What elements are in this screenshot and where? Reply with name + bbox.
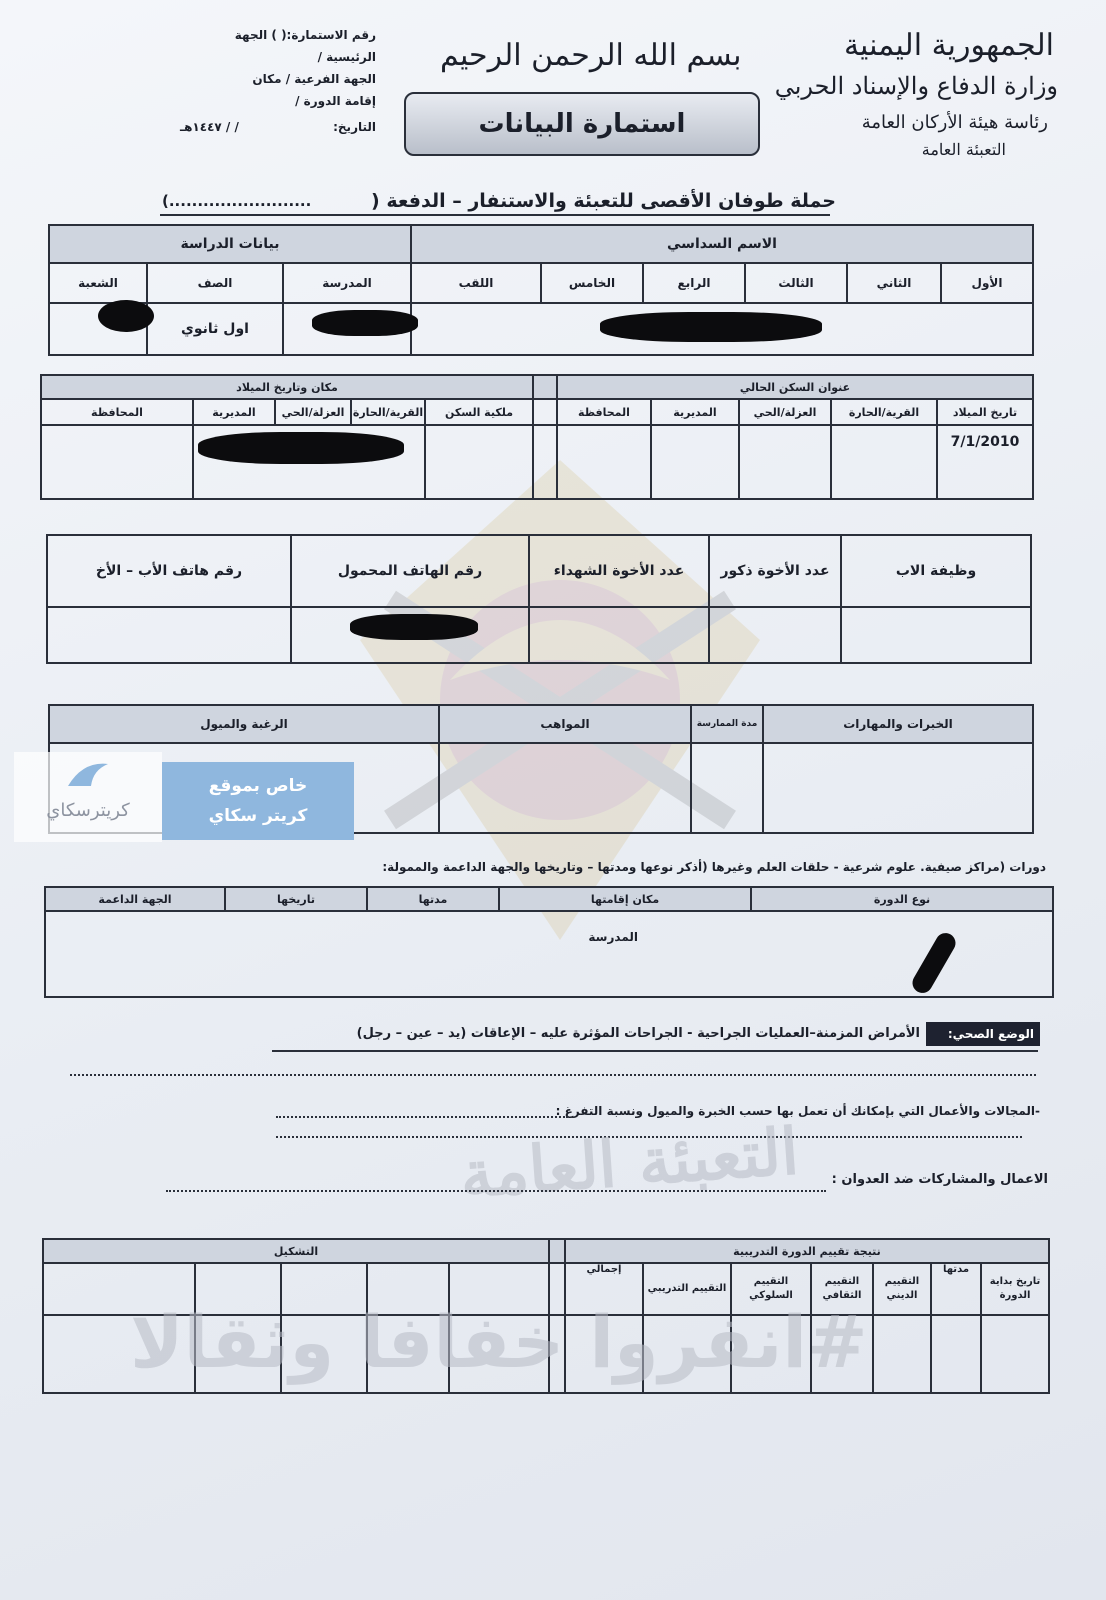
meta-date-label: التاريخ: bbox=[333, 120, 376, 134]
meta-main: الرئيسية / bbox=[317, 50, 376, 64]
course-place-value: المدرسة bbox=[588, 930, 638, 944]
name-group-label: الاسم السداسي bbox=[411, 225, 1033, 263]
redaction-school bbox=[312, 310, 418, 336]
hashtag-watermark: #انفروا خفافا وثقالا bbox=[130, 1300, 868, 1384]
courses-col-sponsor: الجهة الداعمة bbox=[45, 887, 225, 911]
courses-col-date: تاريخها bbox=[225, 887, 367, 911]
name-study-table bbox=[48, 224, 1034, 356]
address-group-label: عنوان السكن الحالي bbox=[557, 375, 1033, 399]
campaign-underline bbox=[160, 214, 830, 216]
meta-date-value: / / ١٤٤٧هـ bbox=[180, 120, 239, 134]
health-label-box bbox=[926, 1022, 1040, 1046]
birth-date-value[interactable]: 7/1/2010 bbox=[937, 425, 1033, 499]
grade-value[interactable]: اول ثانوي bbox=[147, 303, 283, 355]
eval-col-duration: مدتها bbox=[931, 1263, 981, 1315]
works-line: الاعمال والمشاركات ضد العدوان : bbox=[831, 1172, 1048, 1187]
form-title-box bbox=[404, 92, 760, 156]
eval-col-behavior: التقييم السلوكي bbox=[731, 1263, 811, 1315]
formation-label: التشكيل bbox=[43, 1239, 549, 1263]
address-col-governorate: المحافظة bbox=[41, 399, 193, 425]
birth-col-district-area: العزلة/الحي bbox=[739, 399, 831, 425]
form-title: استمارة البيانات bbox=[478, 109, 686, 139]
meta-form-number: رقم الاستمارة:( ) الجهة bbox=[234, 28, 376, 42]
watermark-site bbox=[14, 752, 162, 842]
birth-col-village: القرية/الحارة bbox=[831, 399, 937, 425]
eval-col-start: تاريخ بداية الدورة bbox=[981, 1263, 1049, 1315]
health-text: الأمراض المزمنة–العمليات الجراحية - الجراحات المؤثرة عليه – الإعاقات (يد – عين – رجل) bbox=[356, 1026, 920, 1041]
family-col-martyrs: عدد الأخوة الشهداء bbox=[529, 535, 709, 607]
family-table bbox=[46, 534, 1032, 664]
site-name: كريترسكاي bbox=[46, 800, 130, 821]
meta-branch: الجهة الفرعية / مكان bbox=[252, 72, 376, 86]
skills-col-interests: الرغبة والميول bbox=[49, 705, 439, 743]
skills-col-talents: المواهب bbox=[439, 705, 691, 743]
family-col-father-phone: رقم هاتف الأب – الأخ bbox=[47, 535, 291, 607]
address-birth-table bbox=[40, 374, 1034, 500]
courses-table bbox=[44, 886, 1054, 998]
birth-col-directorate: المديرية bbox=[651, 399, 739, 425]
bird-logo-icon bbox=[63, 756, 113, 796]
courses-col-duration: مدتها bbox=[367, 887, 499, 911]
skills-col-experience: الخبرات والمهارات bbox=[763, 705, 1033, 743]
eval-col-training: التقييم التدريبي bbox=[643, 1263, 731, 1315]
name-col-2: الثاني bbox=[847, 263, 941, 303]
emblem-watermark bbox=[330, 440, 790, 960]
address-col-directorate: المديرية bbox=[193, 399, 275, 425]
family-col-brothers: عدد الأخوة ذكور bbox=[709, 535, 841, 607]
redaction-phone bbox=[350, 614, 478, 640]
study-col-grade: الصف bbox=[147, 263, 283, 303]
eval-col-cultural: التقييم الثقافي bbox=[811, 1263, 873, 1315]
courses-value-cell[interactable] bbox=[45, 911, 1053, 997]
badge-line-1: خاص بموقع bbox=[208, 776, 308, 796]
org-line-2: وزارة الدفاع والإسناد الحربي bbox=[774, 72, 1058, 100]
courses-col-place: مكان إقامتها bbox=[499, 887, 751, 911]
name-col-5: الخامس bbox=[541, 263, 643, 303]
address-col-ownership: ملكية السكن bbox=[425, 399, 533, 425]
birth-col-date: تاريخ الميلاد bbox=[937, 399, 1033, 425]
redaction-address bbox=[198, 432, 404, 464]
org-line-1: الجمهورية اليمنية bbox=[843, 28, 1054, 63]
address-col-district-area: العزلة/الحي bbox=[275, 399, 351, 425]
study-col-section: الشعبة bbox=[49, 263, 147, 303]
name-col-4: الرابع bbox=[643, 263, 745, 303]
stamp-watermark: التعبئة العامة bbox=[457, 1114, 802, 1213]
courses-intro: دورات (مراكز صيفية. علوم شرعية - حلقات العلم وغيرها (أذكر نوعها ومدتها – وتاريخها والجهة الداعمة والممولة: bbox=[382, 860, 1046, 874]
courses-col-type: نوع الدورة bbox=[751, 887, 1053, 911]
campaign-batch: .........................) bbox=[162, 192, 312, 210]
name-col-1: الأول bbox=[941, 263, 1033, 303]
name-col-6: اللقب bbox=[411, 263, 541, 303]
address-col-village: القرية/الحارة bbox=[351, 399, 425, 425]
family-col-mobile: رقم الهاتف المحمول bbox=[291, 535, 529, 607]
badge-line-2: كريتر سكاي bbox=[208, 806, 308, 826]
health-underline bbox=[272, 1050, 1038, 1052]
health-dots[interactable] bbox=[70, 1074, 1036, 1076]
health-label: الوضع الصحي: bbox=[947, 1027, 1034, 1041]
org-line-3: رئاسة هيئة الأركان العامة bbox=[861, 112, 1048, 133]
eval-col-religious: التقييم الديني bbox=[873, 1263, 931, 1315]
evaluation-group-label: نتيجة تقييم الدورة التدريبية bbox=[565, 1239, 1049, 1263]
birth-group-label: مكان وتاريخ الميلاد bbox=[41, 375, 533, 399]
mid-divider bbox=[533, 375, 557, 399]
birth-col-governorate: المحافظة bbox=[557, 399, 651, 425]
fields-line: -المجالات والأعمال التي بإمكانك أن تعمل بها حسب الخبرة والميول ونسبة التفرغ : bbox=[555, 1104, 1040, 1118]
campaign-title: حملة طوفان الأقصى للتعبئة والاستنفار – الدفعة ( bbox=[371, 190, 836, 212]
study-group-label: بيانات الدراسة bbox=[49, 225, 411, 263]
skills-col-duration: مدة الممارسة bbox=[691, 705, 763, 743]
works-dots[interactable] bbox=[166, 1190, 826, 1192]
eval-col-total: إجمالي bbox=[565, 1263, 643, 1315]
study-col-school: المدرسة bbox=[283, 263, 411, 303]
family-col-father-job: وظيفة الاب bbox=[841, 535, 1031, 607]
redaction-name bbox=[600, 312, 822, 342]
basmala: بسم الله الرحمن الرحيم bbox=[440, 38, 742, 73]
org-line-4: التعبئة العامة bbox=[921, 140, 1006, 159]
fields-dots-1[interactable] bbox=[276, 1116, 568, 1118]
meta-course-place: إقامة الدورة / bbox=[295, 94, 376, 108]
redaction-section bbox=[98, 300, 154, 332]
watermark-badge bbox=[162, 762, 354, 840]
name-col-3: الثالث bbox=[745, 263, 847, 303]
